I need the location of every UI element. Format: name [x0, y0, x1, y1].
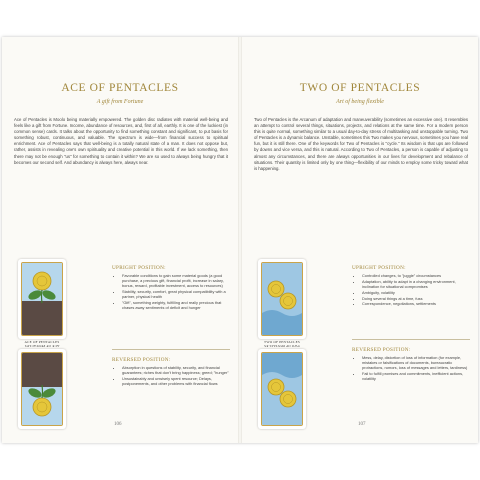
list-item: • Stability, security, comfort, great physical compatibility with a partner, physical health: [122, 289, 230, 299]
reversed-list: [112, 365, 230, 386]
upright-section: [352, 265, 470, 307]
tarot-card-upright: [18, 259, 66, 344]
list-item: • Unsustainably and unwisely spent resource; Delays, postponements, and other problems with financial flows: [122, 376, 230, 386]
card-title: ACE OF PENTACLES: [61, 82, 179, 94]
list-item: • Mess, delay, distortion of loss of information (for example, mistakes or falsifications of documents, bureaucratic protractions, rumors, loss of messages and letters, tardiness): [362, 355, 470, 371]
list-item: • Adaptation, ability to adapt in a changing environment, inclination for situational compromises: [362, 279, 470, 289]
card-description: Two of Pentacles is the Arcanum of adaptation and maneuverability (sometimes an excessive one). It resembles an attempt to control several things, situations, projects, and relations at the same time. For a modern person this is quite normal, something similar to a usual day-to-day stress of multitasking and unstoppable turning. Two of Pentacles is a dynamic balance. Unstable, sometimes this Two makes you nervous, sometimes you have real fun, but it is still there. One of the keywords for Two of Pentacles is "cycle." Its wisdom is that ups are followed by downs and vice versa, and this is natural. According to Two of Pentacles, a person is capable of adjusting to almost any circumstances, and there are always opportunities in our lives for development and rebalance of situations. Their quantity is limited only by one thing—flexibility of our minds to employ some tricky toward what is happening.: [254, 117, 468, 171]
card-label: ACE OF PENTACLES: [24, 344, 60, 348]
card-artwork: [261, 262, 303, 336]
list-item: • Favorable conditions to gain some material goods (a good purchase, a precious gift, financial profit, increase in salary, bonus, reward, profitable investment, access to resources): [122, 273, 230, 289]
ace-pentacles-art: [22, 263, 62, 335]
upright-list: [352, 273, 470, 307]
card-label: ACE OF PENTACLES: [24, 340, 60, 344]
list-item: • Ambiguity, volatility: [362, 290, 470, 295]
list-item: • Correspondence, negotiations, settlements: [362, 301, 470, 306]
tarot-card-reversed: [258, 344, 306, 429]
card-subtitle: Art of being flexible: [336, 99, 384, 105]
card-description: Ace of Pentacles is Moolo being materially empowered. The golden disc radiates with material well-being and feels like a gift from Fortune. Income, abundance of resources, and, first of all, earthly. It is one of the luckiest (in common sense) cards. It talks about the opportunity to find something constant and significant, to put basis for something robust, continuous, and valuable. The spectrum is wide—from financial success to spiritual enrichment. Ace of Pentacles says that well-being is a totally natural state of a man. It does not oppose but, rather, assists in revealing one's own spirituality and creative potential in this world. If we lack something, then there may not be enough "us" for something to contain it within? We are so used to always being hungry that it becomes our second self. And abundancy is always here, always near.: [14, 117, 228, 165]
page-number: 106: [114, 422, 122, 427]
two-pentacles-art: [262, 263, 302, 335]
left-page: [2, 37, 238, 443]
reversed-list: [352, 355, 470, 382]
list-item: • Doing several things at a time, fuss: [362, 296, 470, 301]
upright-heading: UPRIGHT POSITION:: [352, 265, 406, 271]
card-subtitle: A gift from Fortune: [96, 99, 144, 105]
card-artwork: [21, 262, 63, 336]
reversed-heading: REVERSED POSITION:: [352, 347, 411, 353]
two-pentacles-art-reversed: [262, 353, 302, 425]
upright-heading: UPRIGHT POSITION:: [112, 265, 166, 271]
card-artwork: [261, 352, 303, 426]
reversed-heading: REVERSED POSITION:: [112, 357, 171, 363]
page-number: 107: [358, 422, 366, 427]
tarot-card-reversed: [18, 344, 66, 429]
ace-pentacles-art-reversed: [22, 353, 62, 425]
right-page: [242, 37, 478, 443]
upright-section: [112, 265, 230, 311]
upright-list: [112, 273, 230, 311]
list-item: • Absorption in questions of stability, security, and financial guarantees; riches that don't bring happiness; greed; "hunger": [122, 365, 230, 375]
list-item: • Fail to fulfill promises and commitments, inefficient actions, volatility: [362, 371, 470, 381]
section-divider: [352, 339, 470, 340]
book-spread: [2, 37, 478, 443]
tarot-card-upright: [258, 259, 306, 344]
list-item: • Controlled changes, to "juggle" circumstances: [362, 273, 470, 278]
card-label: TWO OF PENTACLES: [264, 344, 300, 348]
section-divider: [112, 349, 230, 350]
card-artwork: [21, 352, 63, 426]
reversed-section: [112, 357, 230, 387]
card-title: TWO OF PENTACLES: [299, 82, 421, 94]
reversed-section: [352, 347, 470, 382]
list-item: • "Gift", something weighty, fulfilling and really precious that chases away sentiments of deficit and hunger: [122, 300, 230, 310]
card-label: TWO OF PENTACLES: [264, 340, 300, 344]
